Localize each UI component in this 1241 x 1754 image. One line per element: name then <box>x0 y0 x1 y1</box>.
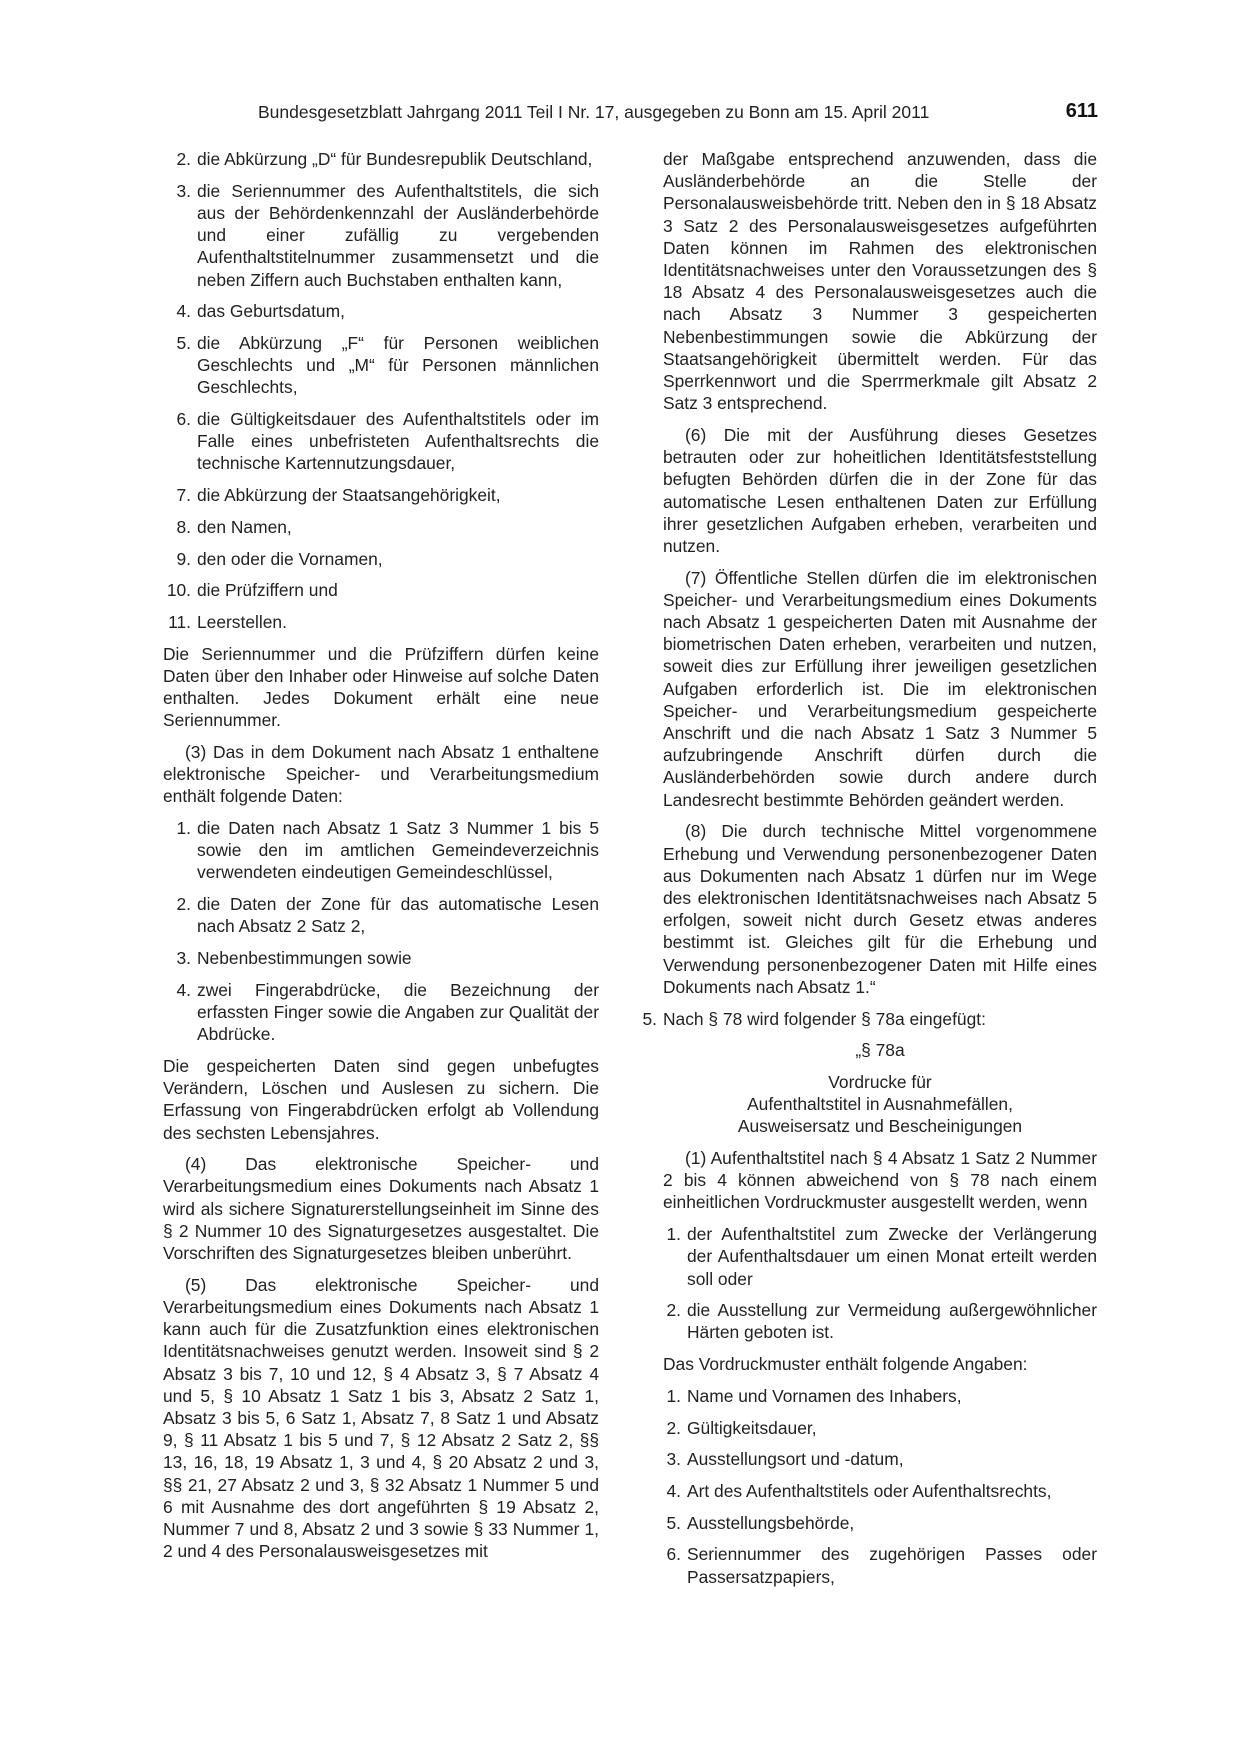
list-item <box>663 1223 1097 1290</box>
paragraph-3: (3) Das in dem Dokument nach Absatz 1 enthaltene elektronische Speicher- und Verarbeitungsmedium enthält folgende Daten: <box>163 741 599 807</box>
item-number: 2. <box>666 1300 681 1321</box>
list-item <box>663 1417 1097 1439</box>
list-item <box>163 893 599 937</box>
item-text: Art des Aufenthaltstitels oder Aufenthaltsrechts, <box>687 1480 1052 1501</box>
section-title-line: Aufenthaltstitel in Ausnahmefällen, <box>747 1094 1013 1115</box>
paragraph-7: (7) Öffentliche Stellen dürfen die im elektronischen Speicher- und Verarbeitungsmedium eines Dokuments nach Absatz 1 gespeicherten Daten mit Ausnahme der biometrischen Daten erheben, verarbeiten und nutzen, soweit dies zur Erfüllung ihrer jeweiligen gesetzlichen Aufgaben erforderlich ist. Die im elektronischen Speicher- und Verarbeitungsmedium gespeicherte Anschrift und die nach Absatz 1 Satz 3 Nummer 5 aufzubringende Anschrift dürfen durch die Ausländerbehörden sowie durch andere durch Landesrecht bestimmte Behörden geändert werden. <box>663 567 1097 810</box>
list-item <box>663 1299 1097 1343</box>
item-number: 1. <box>666 1224 681 1245</box>
item-number: 1. <box>666 1385 681 1406</box>
list-item <box>163 484 599 506</box>
item-text: zwei Fingerabdrücke, die Bezeichnung der erfassten Finger sowie die Angaben zur Qualität der Abdrücke. <box>197 979 599 1045</box>
section-title-line: Vordrucke für <box>828 1071 932 1092</box>
paragraph-form-contents: Das Vordruckmuster enthält folgende Angaben: <box>663 1354 1028 1375</box>
paragraph-8: (8) Die durch technische Mittel vorgenommene Erhebung und Verwendung personenbezogener Daten aus Dokumenten nach Absatz 1 dürfen nur im Wege des elektronischen Identitätsnachweises nach Absatz 5 erfolgen, soweit nicht durch Gesetz etwas anderes bestimmt ist. Gleiches gilt für die Erhebung und Verwendung personenbezogener Daten mit Hilfe eines Dokuments nach Absatz 1.“ <box>663 821 1097 997</box>
list-item <box>163 611 599 633</box>
list-b <box>163 817 599 1045</box>
item-text: Name und Vornamen des Inhabers, <box>687 1385 962 1406</box>
list-item <box>163 332 599 399</box>
list-item <box>663 1512 1097 1534</box>
list-item <box>163 408 599 475</box>
item-number: 3. <box>176 180 191 201</box>
list-item <box>163 516 599 538</box>
item-text: Ausstellungsbehörde, <box>687 1512 855 1533</box>
list-item <box>163 979 599 1046</box>
item-text: das Geburtsdatum, <box>197 301 345 322</box>
item-number: 4. <box>176 301 191 322</box>
item-number: 1. <box>176 818 191 839</box>
list-item <box>163 180 599 291</box>
item-number: 10. <box>166 580 191 601</box>
list-item <box>163 548 599 570</box>
item-number: 4. <box>666 1480 681 1501</box>
item-text: die Daten der Zone für das automatische Lesen nach Absatz 2 Satz 2, <box>197 894 599 937</box>
item-text: die Abkürzung „D“ für Bundesrepublik Deutschland, <box>197 149 593 169</box>
item-number: 4. <box>176 979 191 1000</box>
item-number: 6. <box>666 1544 681 1565</box>
item-number: 2. <box>666 1417 681 1438</box>
list-item <box>663 1385 1097 1407</box>
paragraph-4: (4) Das elektronische Speicher- und Verarbeitungsmedium eines Dokuments nach Absatz 1 wird als sichere Signaturerstellungseinheit im Sinne des § 2 Nummer 10 des Signaturgesetzes ausgestaltet. Die Vorschriften des Signaturgesetzes bleiben unberührt. <box>163 1154 599 1264</box>
paragraph-serial-number: Die Seriennummer und die Prüfziffern dürfen keine Daten über den Inhaber oder Hinweise auf solche Daten enthalten. Jedes Dokument erhält eine neue Seriennummer. <box>163 643 599 731</box>
item-text: Seriennummer des zugehörigen Passes oder Passersatzpapiers, <box>687 1544 1097 1587</box>
paragraph-continued: der Maßgabe entsprechend anzuwenden, dass die Ausländerbehörde an die Stelle der Personalausweisbehörde tritt. Neben den in § 18 Absatz 3 Satz 2 des Personalausweisgesetzes aufgeführten Daten können im Rahmen des elektronischen Identitätsnachweises unter den Voraussetzungen des § 18 Absatz 4 des Personalausweisgesetzes auch die nach Absatz 3 Nummer 3 gespeicherten Nebenbestimmungen sowie die Abkürzung der Staatsangehörigkeit übermittelt werden. Für das Sperrkennwort und die Sperrmerkmale gilt Absatz 2 Satz 3 entsprechend. <box>663 149 1097 414</box>
list-item <box>663 1480 1097 1502</box>
item-text: die Abkürzung „F“ für Personen weiblichen Geschlechts und „M“ für Personen männlichen Geschlechts, <box>197 332 599 398</box>
item-text: Nach § 78 wird folgender § 78a eingefügt: <box>663 1008 986 1029</box>
list-item <box>163 148 599 170</box>
item-text: die Prüfziffern und <box>197 580 338 601</box>
paragraph-stored-data: Die gespeicherten Daten sind gegen unbefugtes Verändern, Löschen und Auslesen zu sichern. Die Erfassung von Fingerabdrücken erfolgt ab Vollendung des sechsten Lebensjahres. <box>163 1055 599 1143</box>
list-c <box>663 1223 1097 1344</box>
item-text: die Ausstellung zur Vermeidung außergewöhnlicher Härten geboten ist. <box>687 1300 1097 1343</box>
left-column <box>163 148 599 1572</box>
item-text: Gültigkeitsdauer, <box>687 1417 817 1438</box>
section-reference: „§ 78a <box>855 1040 905 1061</box>
amendment-item-5 <box>639 1008 1097 1030</box>
section-title <box>663 1071 1097 1138</box>
right-column <box>642 148 1097 1597</box>
page-header <box>160 100 1098 126</box>
list-item <box>163 947 599 969</box>
item-number: 2. <box>176 894 191 915</box>
item-number: 11. <box>168 611 191 632</box>
item-text: der Aufenthaltstitel zum Zwecke der Verlängerung der Aufenthaltsdauer um einen Monat erteilt werden soll oder <box>687 1224 1097 1289</box>
paragraph-5: (5) Das elektronische Speicher- und Verarbeitungsmedium eines Dokuments nach Absatz 1 kann auch für die Zusatzfunktion eines elektronischen Identitätsnachweises genutzt werden. Insoweit sind § 2 Absatz 3 bis 7, 10 und 12, § 4 Absatz 3, § 7 Absatz 4 und 5, § 10 Absatz 1 Satz 1 bis 3, Absatz 2 Satz 1, Absatz 3 bis 5, 6 Satz 1, Absatz 7, 8 Satz 1 und Absatz 9, § 11 Absatz 1 bis 5 und 7, § 12 Absatz 2 Satz 2, §§ 13, 16, 18, 19 Absatz 1, 3 und 4, § 20 Absatz 2 und 3, §§ 21, 27 Absatz 2 und 3, § 32 Absatz 1 Nummer 5 und 6 mit Ausnahme des dort angeführten § 19 Absatz 2, Nummer 7 und 8, Absatz 2 und 3 sowie § 33 Nummer 1, 2 und 4 des Personalausweisgesetzes mit <box>163 1274 599 1562</box>
list-item <box>663 1543 1097 1587</box>
item-number: 5. <box>642 1008 657 1029</box>
item-text: die Gültigkeitsdauer des Aufenthaltstitels oder im Falle eines unbefristeten Aufenthaltsrechts die technische Kartennutzungsdauer, <box>197 409 599 474</box>
item-text: die Seriennummer des Aufenthaltstitels, die sich aus der Behördenkennzahl der Ausländerbehörde und einer zufällig zu vergebenden Aufenthaltstitelnummer zusammensetzt und die neben Ziffern auch Buchstaben enthalten kann, <box>197 180 599 290</box>
item-number: 7. <box>176 485 191 506</box>
item-number: 8. <box>176 516 191 537</box>
item-text: Ausstellungsort und -datum, <box>687 1449 904 1470</box>
item-number: 3. <box>666 1449 681 1470</box>
list-a <box>163 148 599 633</box>
item-number: 5. <box>666 1512 681 1533</box>
item-number: 3. <box>176 948 191 969</box>
list-item <box>163 579 599 601</box>
item-text: Nebenbestimmungen sowie <box>197 948 412 969</box>
item-number: 5. <box>176 332 191 353</box>
list-d <box>663 1385 1097 1588</box>
item-number: 2. <box>176 149 191 169</box>
list-item <box>163 817 599 884</box>
item-number: 9. <box>176 548 191 569</box>
item-text: die Daten nach Absatz 1 Satz 3 Nummer 1 bis 5 sowie den im amtlichen Gemeindeverzeichnis verwendeten eindeutigen Gemeindeschlüssel, <box>197 818 599 883</box>
paragraph-1: (1) Aufenthaltstitel nach § 4 Absatz 1 Satz 2 Nummer 2 bis 4 können abweichend von § 78 nach einem einheitlichen Vordruckmuster ausgestellt werden, wenn <box>663 1148 1097 1213</box>
section-title-line: Ausweisersatz und Bescheinigungen <box>737 1116 1023 1137</box>
page-number: 611 <box>1065 100 1098 122</box>
paragraph-6: (6) Die mit der Ausführung dieses Gesetzes betrauten oder zur hoheitlichen Identitätsfeststellung befugten Behörden dürfen die in der Zone für das automatische Lesen enthaltenen Daten zur Erfüllung ihrer gesetzlichen Aufgaben erheben, verarbeiten und nutzen. <box>663 424 1097 556</box>
item-text: den oder die Vornamen, <box>197 548 383 569</box>
item-text: Leerstellen. <box>197 611 287 632</box>
item-text: den Namen, <box>197 516 292 537</box>
list-item <box>663 1448 1097 1470</box>
running-title: Bundesgesetzblatt Jahrgang 2011 Teil I Nr. 17, ausgegeben zu Bonn am 15. April 2011 <box>258 102 930 122</box>
item-text: die Abkürzung der Staatsangehörigkeit, <box>197 485 501 506</box>
item-number: 6. <box>176 409 191 430</box>
list-item <box>163 300 599 322</box>
